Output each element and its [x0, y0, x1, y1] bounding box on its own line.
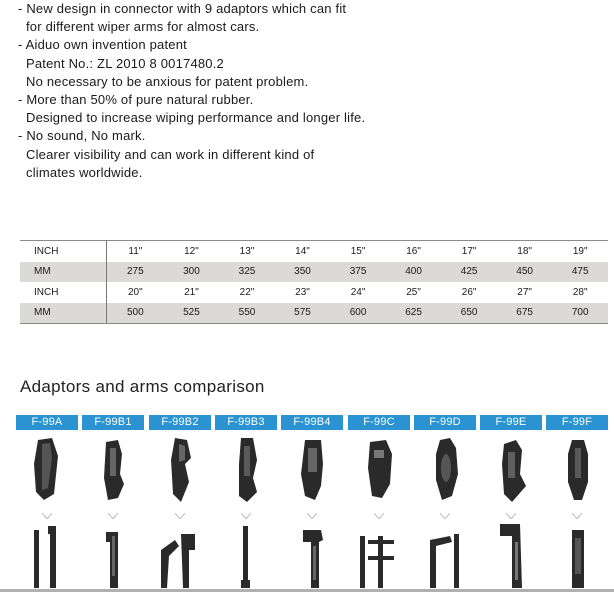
size-cell: 25": [406, 286, 421, 298]
size-cell: 24": [350, 286, 366, 298]
wiper-arm-icon: [548, 520, 606, 592]
adaptor-clip-icon: [151, 434, 209, 510]
size-cell: 500: [107, 303, 164, 324]
size-row-label: MM: [20, 262, 107, 283]
size-cell: 575: [275, 303, 331, 324]
size-cell: 12": [184, 245, 199, 257]
pointer-arrow-icon: [440, 506, 450, 512]
size-cell: 400: [386, 262, 442, 283]
pointer-arrow-icon: [374, 506, 384, 512]
size-cell: 15": [350, 245, 366, 257]
size-cell: 11": [128, 245, 143, 257]
size-cell: 22": [239, 286, 255, 298]
comparison-title: Adaptors and arms comparison: [20, 377, 265, 396]
wiper-arm-icon: [151, 520, 209, 592]
size-cell: 19": [572, 245, 588, 257]
wiper-arm-icon: [84, 520, 142, 592]
feature-line: - Aiduo own invention patent: [18, 37, 187, 53]
pointer-arrow-icon: [506, 506, 516, 512]
size-table-row: [20, 303, 608, 324]
size-cell: 650: [441, 303, 497, 324]
size-cell: 550: [219, 303, 275, 324]
size-row-label: INCH: [20, 282, 107, 303]
pointer-arrow-icon: [307, 506, 317, 512]
size-table-row: [20, 282, 608, 303]
wiper-arm-icon: [350, 520, 408, 592]
wiper-arm-icon: [217, 520, 275, 592]
size-cell: 28": [572, 286, 588, 298]
feature-line: for different wiper arms for almost cars.: [26, 19, 260, 35]
feature-line: - More than 50% of pure natural rubber.: [18, 92, 254, 108]
feature-line: Clearer visibility and can work in different kind of: [26, 146, 315, 162]
adaptor-tab: F-99A: [16, 415, 78, 430]
adaptor-clip-icon: [548, 434, 606, 510]
size-cell: 27": [517, 286, 532, 298]
feature-line: climates worldwide.: [26, 164, 143, 180]
adaptor-tab: F-99F: [546, 415, 608, 430]
adaptor-clip-icon: [350, 434, 408, 510]
size-cell: 450: [497, 262, 553, 283]
adaptor-clip-icon: [84, 434, 142, 510]
size-cell: 14": [295, 245, 310, 257]
size-cell: 23": [295, 286, 310, 298]
pointer-arrow-icon: [241, 506, 251, 512]
pointer-arrow-icon: [175, 506, 185, 512]
size-row-label: MM: [20, 303, 107, 324]
adaptor-tab: F-99B1: [82, 415, 144, 430]
size-cell: 425: [441, 262, 497, 283]
pointer-arrow-icon: [42, 506, 52, 512]
adaptor-tab: F-99E: [480, 415, 542, 430]
size-cell: 375: [330, 262, 386, 283]
size-table-row: [20, 262, 608, 283]
wiper-arm-icon: [482, 520, 540, 592]
adaptor-tab: F-99D: [414, 415, 476, 430]
size-cell: 350: [275, 262, 331, 283]
adaptor-tab-row: [16, 415, 614, 430]
size-cell: 600: [330, 303, 386, 324]
adaptor-tab: F-99C: [348, 415, 410, 430]
wiper-arm-icon: [18, 520, 76, 592]
size-row-label: INCH: [20, 241, 107, 262]
size-cell: 625: [386, 303, 442, 324]
adaptor-clip-icon: [416, 434, 474, 510]
size-cell: 525: [164, 303, 220, 324]
adaptor-clip-icon: [482, 434, 540, 510]
feature-line: Patent No.: ZL 2010 8 0017480.2: [26, 55, 224, 71]
adaptor-tab: F-99B4: [281, 415, 343, 430]
pointer-arrow-icon: [572, 506, 582, 512]
feature-line: - New design in connector with 9 adaptors which can fit: [18, 1, 347, 16]
size-cell: 26": [461, 286, 477, 298]
size-cell: 13": [239, 245, 255, 257]
size-cell: 21": [184, 286, 199, 298]
size-cell: 675: [497, 303, 553, 324]
adaptor-clip-icon: [217, 434, 275, 510]
feature-line: Designed to increase wiping performance and longer life.: [26, 110, 366, 126]
size-table: [20, 240, 608, 324]
wiper-arm-icon: [283, 520, 341, 592]
adaptor-clip-icon: [283, 434, 341, 510]
feature-line: - No sound, No mark.: [18, 128, 146, 144]
size-cell: 300: [164, 262, 220, 283]
size-cell: 17": [461, 245, 477, 257]
size-cell: 275: [107, 262, 164, 283]
adaptor-clip-icon: [18, 434, 76, 510]
size-cell: 18": [517, 245, 532, 257]
size-cell: 325: [219, 262, 275, 283]
adaptor-tab: F-99B3: [215, 415, 277, 430]
size-table-row: [20, 241, 608, 262]
pointer-arrow-icon: [108, 506, 118, 512]
wiper-arm-icon: [416, 520, 474, 592]
size-cell: 20": [128, 286, 143, 298]
size-cell: 475: [552, 262, 608, 283]
adaptor-tab: F-99B2: [149, 415, 211, 430]
feature-line: No necessary to be anxious for patent problem.: [26, 73, 309, 89]
feature-list: [18, 0, 608, 182]
size-cell: 700: [552, 303, 608, 324]
size-cell: 16": [406, 245, 421, 257]
